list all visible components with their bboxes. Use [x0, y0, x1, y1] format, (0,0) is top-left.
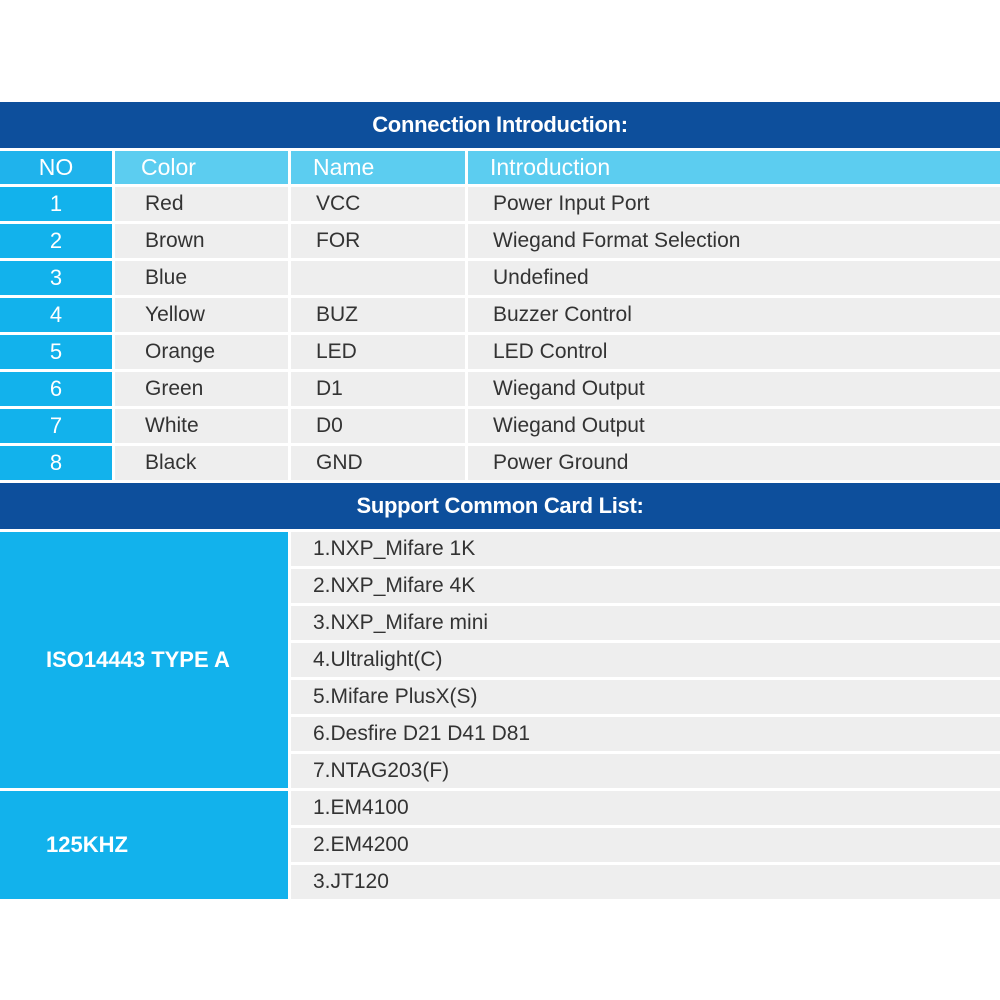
row-color: Red: [115, 187, 291, 221]
connection-title: Connection Introduction:: [0, 102, 1000, 148]
row-introduction: Buzzer Control: [468, 298, 1000, 332]
card-group-label: 125KHZ: [0, 791, 291, 899]
row-introduction: LED Control: [468, 335, 1000, 369]
row-no: 3: [0, 261, 115, 295]
header-name: Name: [291, 151, 468, 184]
row-name: VCC: [291, 187, 468, 221]
list-item: 2.EM4200: [291, 825, 1000, 862]
row-no: 2: [0, 224, 115, 258]
list-item: 2.NXP_Mifare 4K: [291, 566, 1000, 603]
row-name: LED: [291, 335, 468, 369]
header-color: Color: [115, 151, 291, 184]
row-name: [291, 261, 468, 295]
table-row: [0, 295, 1000, 332]
row-no: 8: [0, 446, 115, 480]
row-introduction: Wiegand Output: [468, 409, 1000, 443]
list-item: 6.Desfire D21 D41 D81: [291, 714, 1000, 751]
table-row: [0, 406, 1000, 443]
row-introduction: Wiegand Output: [468, 372, 1000, 406]
card-group-125khz: [0, 788, 1000, 899]
card-group-iso14443: [0, 529, 1000, 788]
row-color: Blue: [115, 261, 291, 295]
table-row: [0, 369, 1000, 406]
list-item: 1.EM4100: [291, 791, 1000, 825]
row-name: FOR: [291, 224, 468, 258]
row-name: BUZ: [291, 298, 468, 332]
row-name: D0: [291, 409, 468, 443]
row-introduction: Undefined: [468, 261, 1000, 295]
row-introduction: Power Ground: [468, 446, 1000, 480]
row-color: White: [115, 409, 291, 443]
row-introduction: Wiegand Format Selection: [468, 224, 1000, 258]
list-item: 1.NXP_Mifare 1K: [291, 532, 1000, 566]
row-no: 1: [0, 187, 115, 221]
card-list: [291, 791, 1000, 899]
card-list-title: Support Common Card List:: [0, 483, 1000, 529]
row-color: Orange: [115, 335, 291, 369]
row-color: Black: [115, 446, 291, 480]
row-no: 7: [0, 409, 115, 443]
table-row: [0, 221, 1000, 258]
list-item: 3.JT120: [291, 862, 1000, 899]
row-no: 6: [0, 372, 115, 406]
row-introduction: Power Input Port: [468, 187, 1000, 221]
card-list: [291, 532, 1000, 788]
list-item: 4.Ultralight(C): [291, 640, 1000, 677]
table-row: [0, 184, 1000, 221]
list-item: 3.NXP_Mifare mini: [291, 603, 1000, 640]
row-name: D1: [291, 372, 468, 406]
header-no: NO: [0, 151, 115, 184]
row-name: GND: [291, 446, 468, 480]
header-introduction: Introduction: [468, 151, 1000, 184]
row-no: 5: [0, 335, 115, 369]
spec-sheet: [0, 102, 1000, 899]
connection-header-row: [0, 148, 1000, 184]
table-row: [0, 443, 1000, 480]
list-item: 5.Mifare PlusX(S): [291, 677, 1000, 714]
row-color: Yellow: [115, 298, 291, 332]
row-color: Brown: [115, 224, 291, 258]
row-color: Green: [115, 372, 291, 406]
row-no: 4: [0, 298, 115, 332]
table-row: [0, 332, 1000, 369]
card-group-label: ISO14443 TYPE A: [0, 532, 291, 788]
table-row: [0, 258, 1000, 295]
list-item: 7.NTAG203(F): [291, 751, 1000, 788]
